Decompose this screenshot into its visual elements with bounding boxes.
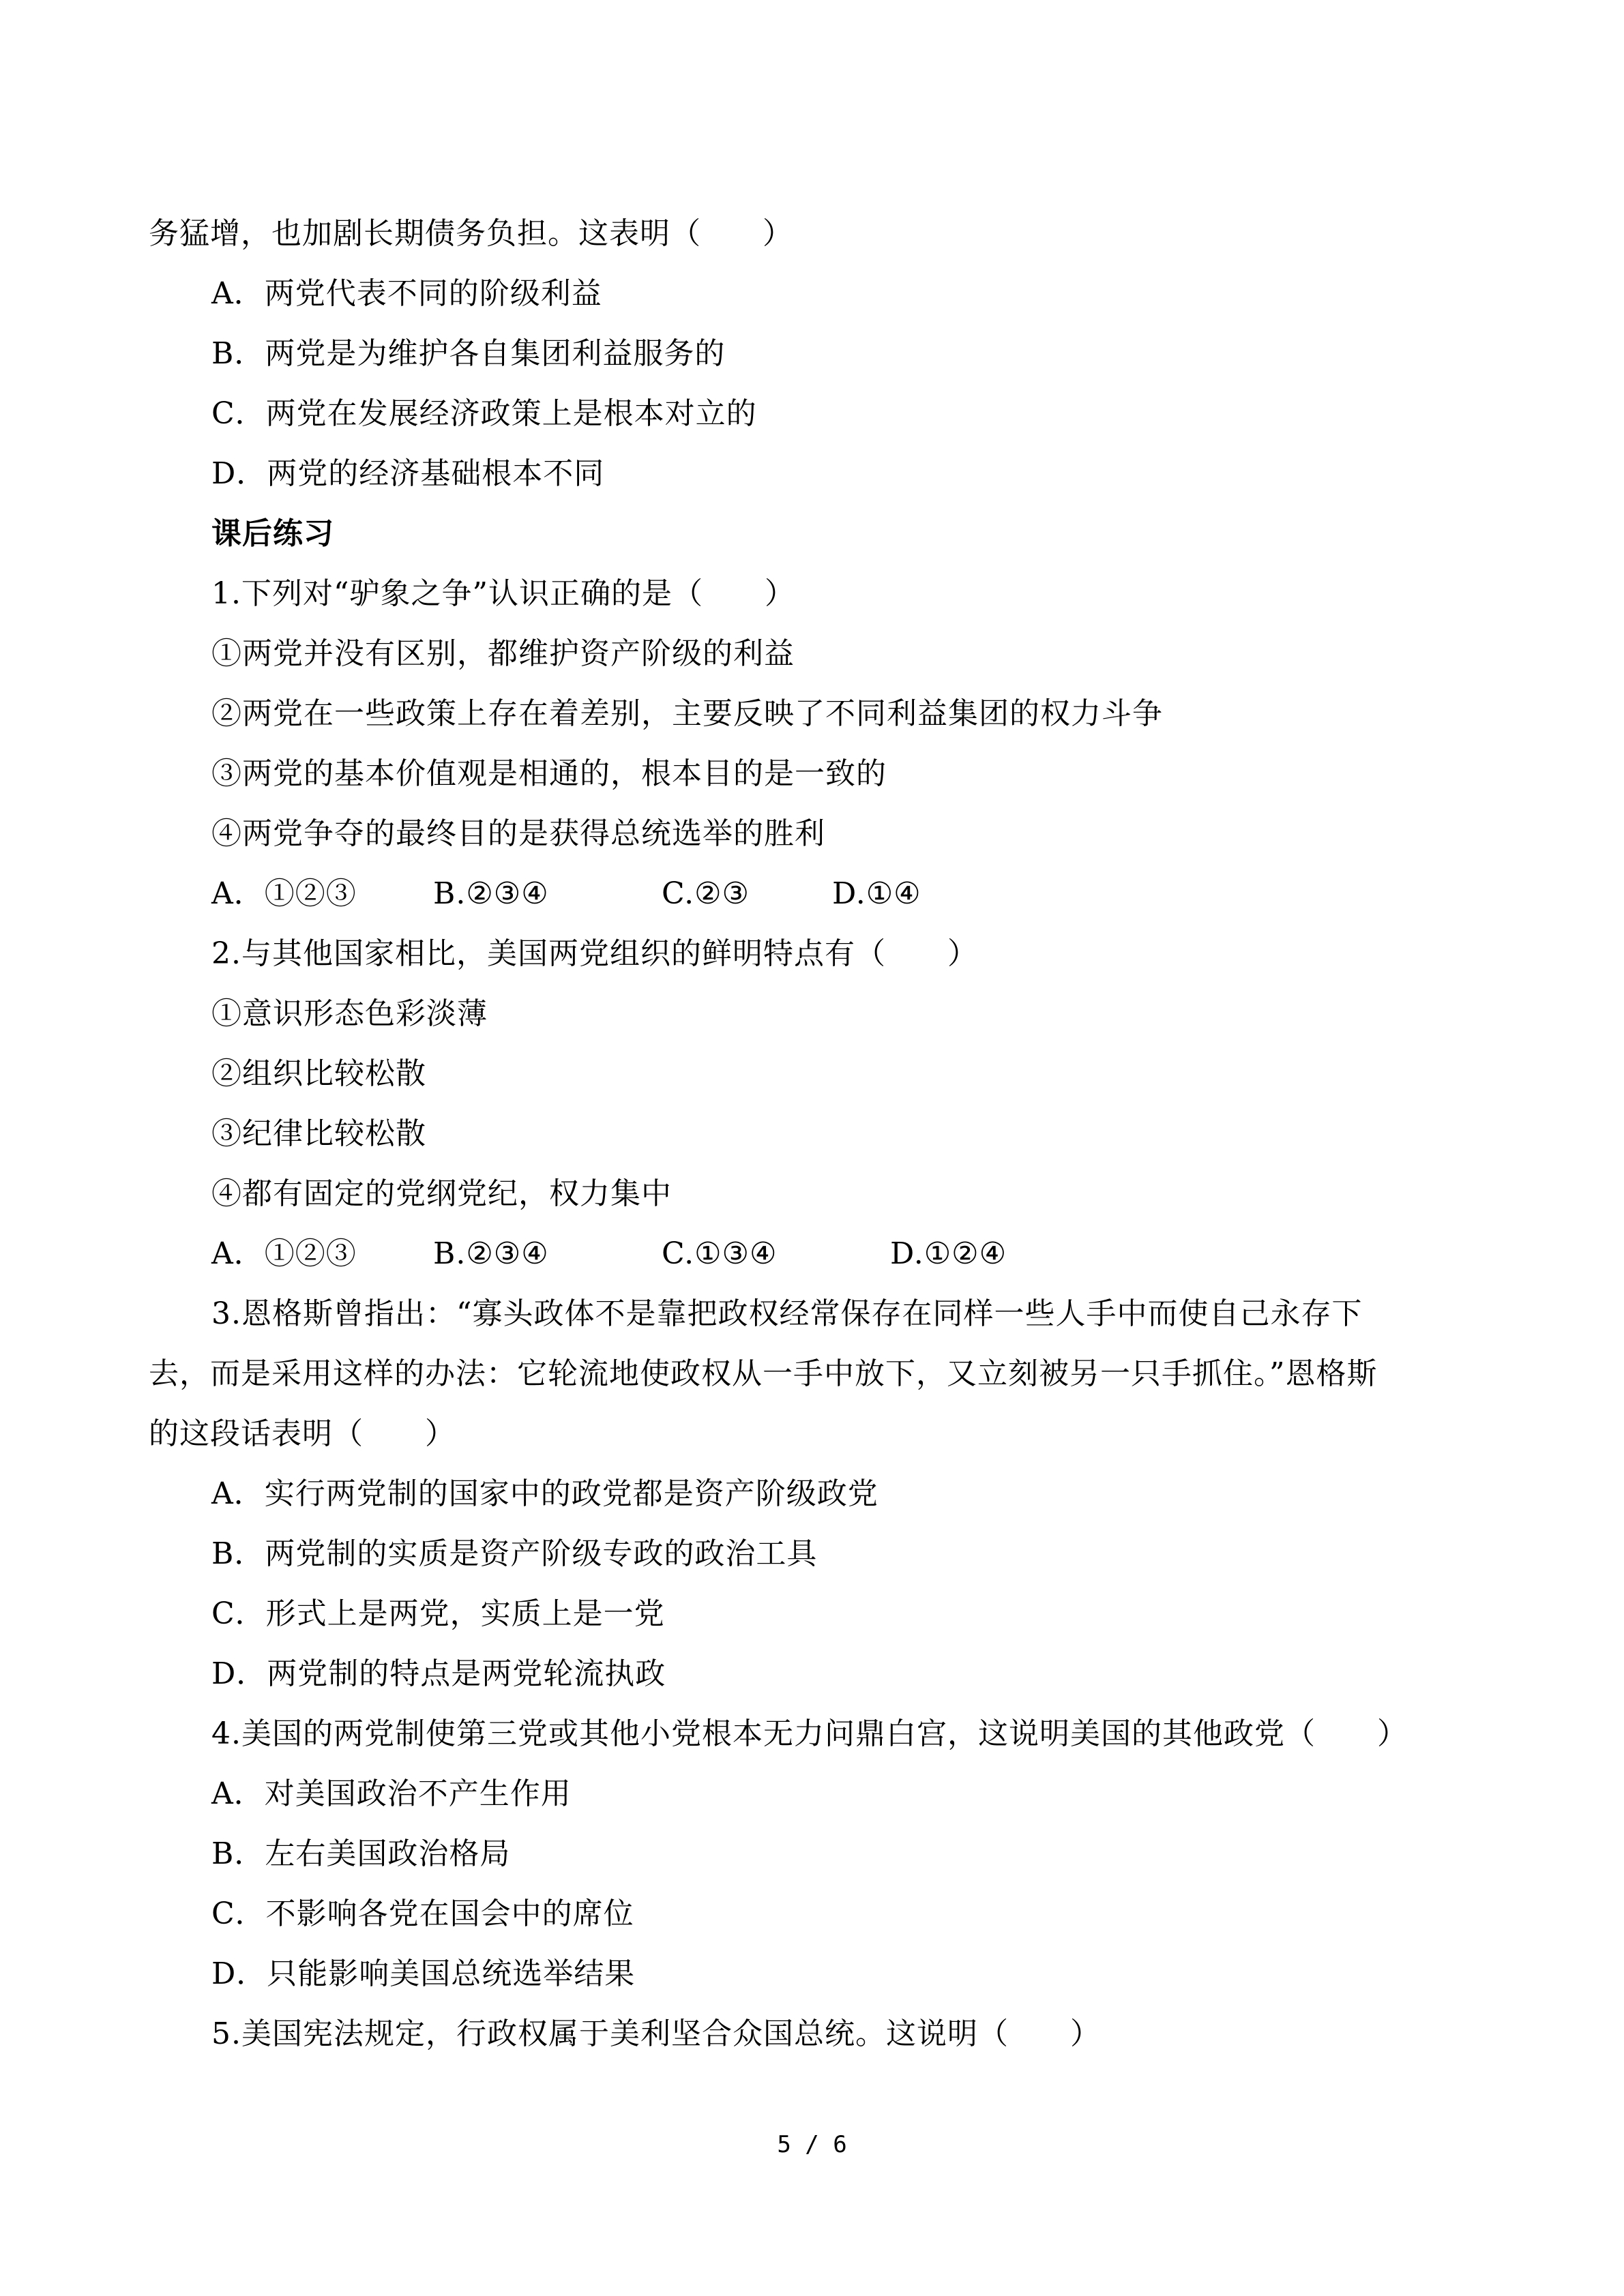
question-3-cont: 的这段话表明（ ） <box>149 1416 456 1451</box>
option-a: A．两党代表不同的阶级利益 <box>211 276 602 311</box>
option-b: B.②③④ <box>433 876 549 911</box>
option-b: B．左右美国政治格局 <box>211 1836 511 1871</box>
option-c: C.①③④ <box>662 1236 778 1271</box>
statement-3: ③纪律比较松散 <box>211 1116 426 1151</box>
question-5: 5.美国宪法规定，行政权属于美利坚合众国总统。这说明（ ） <box>211 2016 1101 2051</box>
question-1: 1.下列对“驴象之争”认识正确的是（ ） <box>211 576 795 611</box>
option-c: C．两党在发展经济政策上是根本对立的 <box>211 396 757 431</box>
option-d: D.①②④ <box>890 1236 1007 1271</box>
statement-4: ④两党争夺的最终目的是获得总统选举的胜利 <box>211 816 825 851</box>
statement-4: ④都有固定的党纲党纪，权力集中 <box>211 1176 672 1211</box>
option-d: D.①④ <box>832 876 921 911</box>
option-b: B.②③④ <box>433 1236 549 1271</box>
option-c: C.②③ <box>662 876 750 911</box>
statement-2: ②两党在一些政策上存在着差别，主要反映了不同利益集团的权力斗争 <box>211 696 1163 731</box>
statement-3: ③两党的基本价值观是相通的，根本目的是一致的 <box>211 756 887 791</box>
option-a: A．①②③ <box>211 1236 357 1271</box>
option-a: A．实行两党制的国家中的政党都是资产阶级政党 <box>211 1476 879 1511</box>
text-line: 务猛增，也加剧长期债务负担。这表明（ ） <box>149 216 793 251</box>
page-number: 5 / 6 <box>777 2131 847 2158</box>
question-1-options <box>211 874 357 914</box>
option-a: A．对美国政治不产生作用 <box>211 1776 572 1811</box>
option-b: B．两党制的实质是资产阶级专政的政治工具 <box>211 1536 818 1571</box>
question-4: 4.美国的两党制使第三党或其他小党根本无力问鼎白宫，这说明美国的其他政党（ ） <box>211 1716 1408 1751</box>
option-d: D．只能影响美国总统选举结果 <box>211 1956 636 1991</box>
option-b: B．两党是为维护各自集团利益服务的 <box>211 336 726 371</box>
question-3: 3.恩格斯曾指出：“寡头政体不是靠把政权经常保存在同样一些人手中而使自己永存下 <box>211 1296 1363 1331</box>
section-title: 课后练习 <box>211 516 334 551</box>
statement-1: ①两党并没有区别，都维护资产阶级的利益 <box>211 636 795 671</box>
option-c: C．不影响各党在国会中的席位 <box>211 1896 634 1931</box>
question-2: 2.与其他国家相比，美国两党组织的鲜明特点有（ ） <box>211 936 978 971</box>
statement-1: ①意识形态色彩淡薄 <box>211 996 488 1031</box>
option-c: C．形式上是两党，实质上是一党 <box>211 1596 665 1631</box>
question-3-cont: 去，而是采用这样的办法：它轮流地使政权从一手中放下，又立刻被另一只手抓住。”恩格斯 <box>149 1356 1378 1391</box>
option-d: D．两党制的特点是两党轮流执政 <box>211 1656 666 1691</box>
option-d: D．两党的经济基础根本不同 <box>211 456 605 491</box>
statement-2: ②组织比较松散 <box>211 1056 426 1091</box>
option-a: A．①②③ <box>211 876 357 911</box>
